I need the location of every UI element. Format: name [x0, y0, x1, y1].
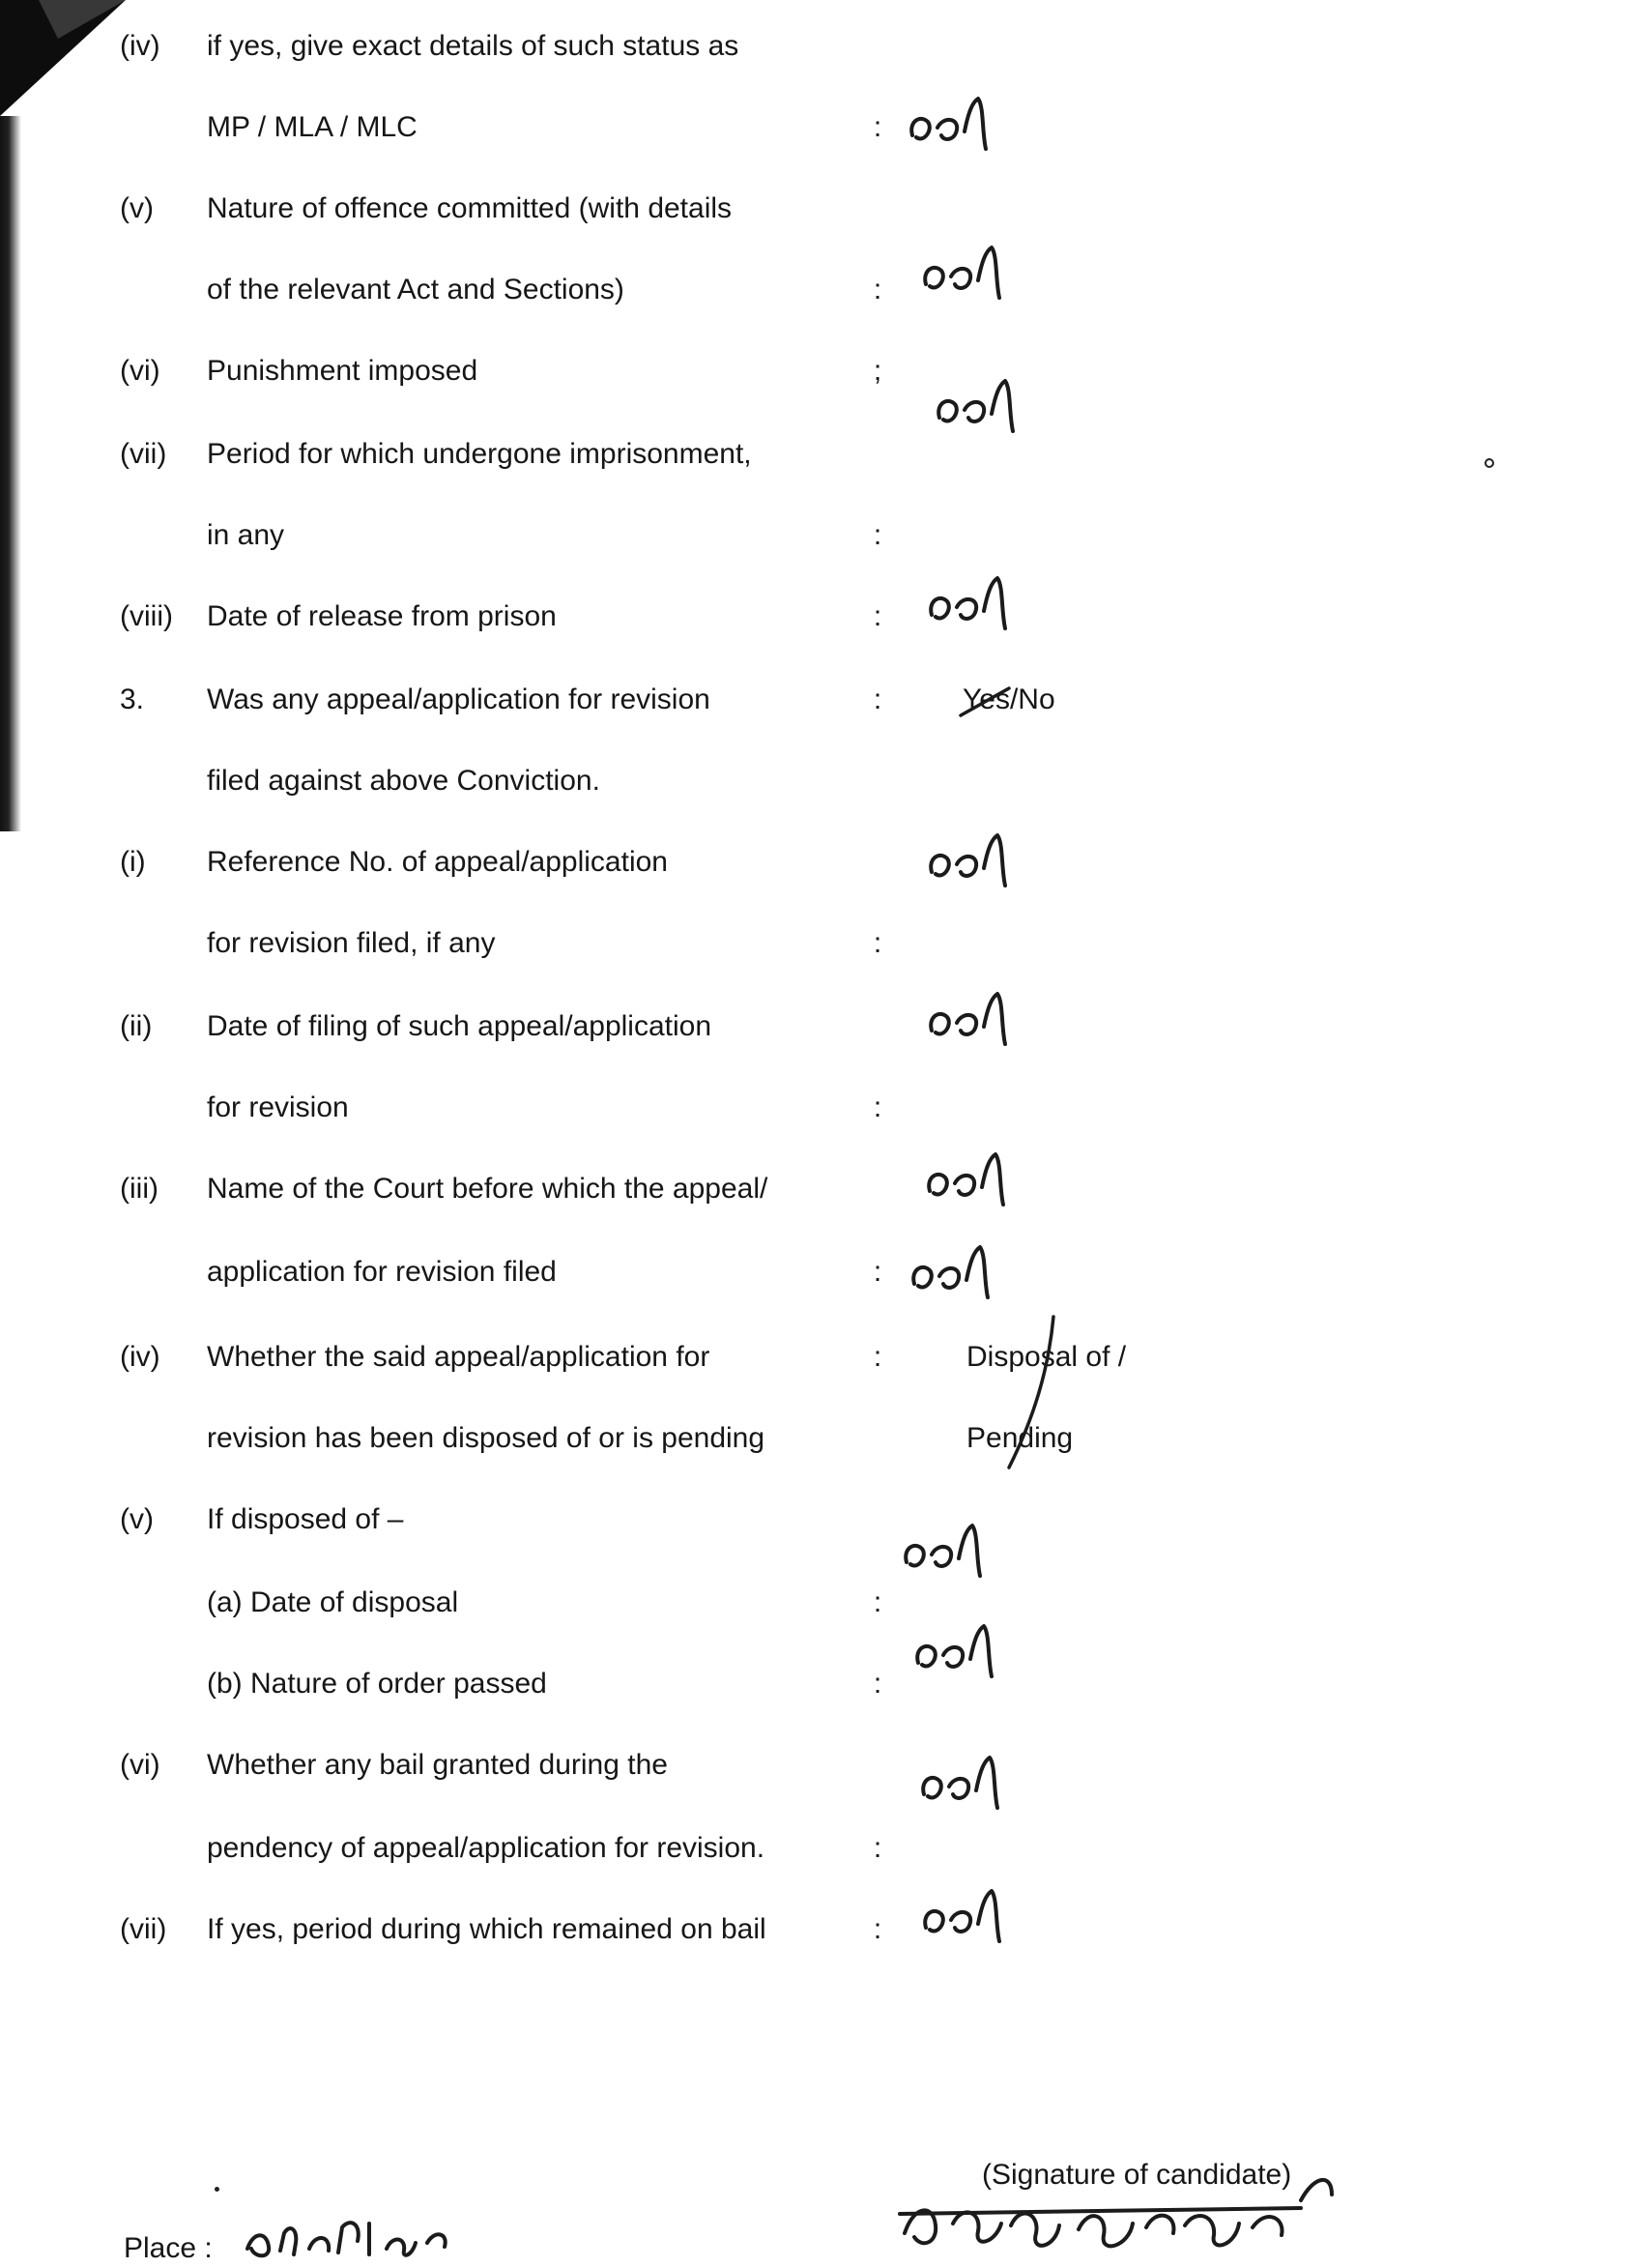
row-label: Reference No. of appeal/application	[207, 846, 668, 878]
form-row	[0, 998, 1643, 1056]
row-colon: :	[873, 1341, 882, 1373]
row-label: (b) Nature of order passed	[207, 1668, 547, 1700]
row-colon: :	[873, 927, 882, 959]
row-colon: :	[873, 274, 882, 305]
answer-disposal-of: Disposal of /	[966, 1341, 1127, 1373]
form-row	[0, 1901, 1643, 1959]
row-label: filed against above Conviction.	[207, 765, 600, 797]
signature-caption: (Signature of candidate)	[982, 2159, 1292, 2191]
handwritten-nil-mark	[905, 93, 1011, 170]
form-row	[0, 1243, 1643, 1301]
row-colon: :	[873, 1832, 882, 1864]
row-label: for revision filed, if any	[207, 927, 496, 959]
form-row	[0, 1655, 1643, 1713]
row-label: Nature of offence committed (with details	[207, 192, 733, 224]
strike-yes-mark	[957, 683, 1015, 721]
form-row	[0, 1491, 1643, 1549]
form-row	[0, 425, 1643, 483]
row-number: (vi)	[120, 355, 160, 387]
row-label: Name of the Court before which the appeal/	[207, 1173, 768, 1205]
row-colon: :	[873, 600, 882, 632]
form-row	[0, 833, 1643, 891]
form-row	[0, 342, 1643, 400]
row-label: Whether the said appeal/application for	[207, 1341, 710, 1373]
row-label: in any	[207, 519, 285, 551]
row-number: (v)	[120, 1503, 154, 1535]
form-row	[0, 1574, 1643, 1632]
row-label: for revision	[207, 1091, 349, 1123]
form-row	[0, 261, 1643, 319]
handwritten-nil-mark	[932, 375, 1038, 452]
row-label: Date of release from prison	[207, 600, 557, 632]
row-number: (vi)	[120, 1749, 160, 1781]
candidate-signature	[895, 2166, 1378, 2262]
scan-speck	[1484, 458, 1494, 468]
strike-disposal-mark	[995, 1311, 1063, 1475]
handwritten-nil-mark	[924, 572, 1030, 650]
handwritten-nil-mark	[899, 1520, 1005, 1597]
form-row	[0, 588, 1643, 646]
handwritten-nil-mark	[918, 242, 1024, 319]
handwritten-nil-mark	[910, 1620, 1017, 1698]
row-colon: :	[873, 1586, 882, 1618]
handwritten-nil-mark	[918, 1885, 1024, 1963]
answer-yes-no-row	[0, 671, 1643, 729]
row-colon: :	[873, 1913, 882, 1945]
row-colon: :	[873, 519, 882, 551]
row-number: (vii)	[120, 438, 167, 470]
form-row	[0, 1160, 1643, 1218]
form-row	[0, 507, 1643, 565]
row-number: (ii)	[120, 1010, 153, 1042]
handwritten-nil-mark	[922, 1149, 1028, 1226]
place-label: Place :	[124, 2232, 213, 2264]
row-number: (viii)	[120, 600, 173, 632]
row-number: (v)	[120, 192, 154, 224]
row-colon: ;	[873, 355, 882, 387]
row-label: Period for which undergone imprisonment,	[207, 438, 752, 470]
form-row	[0, 915, 1643, 973]
row-colon: :	[873, 683, 882, 715]
row-colon: :	[873, 1091, 882, 1123]
row-label: if yes, give exact details of such status as	[207, 30, 739, 62]
handwritten-nil-mark	[924, 829, 1030, 907]
row-label: revision has been disposed of or is pending	[207, 1422, 765, 1454]
row-number: 3.	[120, 683, 145, 715]
row-number: (iii)	[120, 1173, 159, 1205]
row-colon: :	[873, 111, 882, 143]
row-label: (a) Date of disposal	[207, 1586, 459, 1618]
handwritten-nil-mark	[907, 1241, 1013, 1319]
row-label: MP / MLA / MLC	[207, 111, 418, 143]
form-row	[0, 1819, 1643, 1877]
row-number: (vii)	[120, 1913, 167, 1945]
row-label: Punishment imposed	[207, 355, 478, 387]
row-label: If yes, period during which remained on bail	[207, 1913, 766, 1945]
row-label: If disposed of –	[207, 1503, 404, 1535]
row-label: pendency of appeal/application for revision.	[207, 1832, 765, 1864]
place-handwriting	[242, 2214, 464, 2262]
form-row	[0, 180, 1643, 238]
row-label: Date of filing of such appeal/application	[207, 1010, 712, 1042]
row-colon: :	[873, 1668, 882, 1700]
row-label: Whether any bail granted during the	[207, 1749, 668, 1781]
row-label: Was any appeal/application for revision	[207, 683, 710, 715]
form-row	[0, 99, 1643, 157]
row-number: (iv)	[120, 1341, 160, 1373]
answer-pending: Pending	[966, 1422, 1074, 1454]
row-colon: :	[873, 1256, 882, 1288]
form-row	[0, 17, 1643, 75]
row-label: application for revision filed	[207, 1256, 557, 1288]
answer-disposal-row-1	[0, 1328, 1643, 1386]
row-label: of the relevant Act and Sections)	[207, 274, 624, 305]
form-row	[0, 752, 1643, 810]
scan-dot	[215, 2187, 219, 2192]
row-number: (i)	[120, 846, 146, 878]
form-row	[0, 1736, 1643, 1794]
form-row	[0, 1079, 1643, 1137]
answer-yes-no: Yes/No	[963, 683, 1055, 715]
handwritten-nil-mark	[924, 988, 1030, 1065]
answer-disposal-row-2	[0, 1410, 1643, 1468]
row-number: (iv)	[120, 30, 160, 62]
handwritten-nil-mark	[916, 1752, 1023, 1829]
